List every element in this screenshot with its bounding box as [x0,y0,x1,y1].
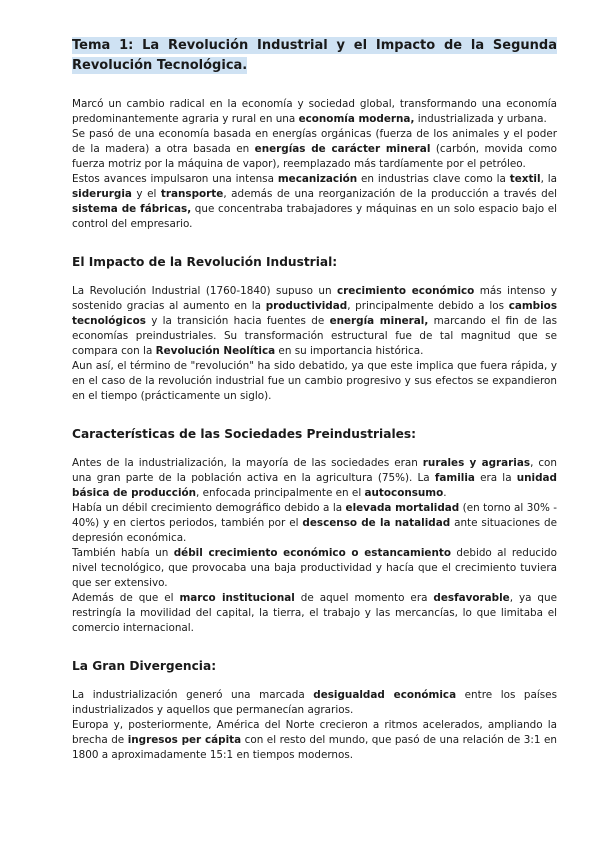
text-run: con el resto del mundo, que pasó de una relación de 3:1 en 1800 a aproximadamente 15:1 en tiempos modernos. [72,734,557,761]
bold-term: economía moderna, [298,113,415,125]
text-run: Aun así, el término de "revolución" ha sido debatido, ya que este implica que fuera rápida, y en el caso de la revolución industrial fue un cambio progresivo y sus efectos se expandieron en el tiempo (prácticamente un siglo). [72,360,557,402]
bold-term: desigualdad económica [313,689,457,701]
text-run: Además de que el [72,592,180,604]
text-run: de aquel momento era [294,592,434,604]
text-run: , principalmente debido a los [347,300,509,312]
intro-paragraph [72,97,557,127]
document-page [72,36,557,763]
text-run: Estos avances impulsaron una intensa [72,173,278,185]
bold-term: rurales y agrarias [422,457,531,469]
text-run: También había un [72,547,174,559]
text-run: marcando el fin de las economías preindustriales. Su transformación estructural fue de tal magnitud que se compara con la [72,315,557,357]
section-paragraph [72,718,557,763]
bold-term: desfavorable [433,592,510,604]
text-run: Antes de la industrialización, la mayoría de las sociedades eran [72,457,423,469]
section-paragraph [72,501,557,546]
section-heading: El Impacto de la Revolución Industrial: [72,255,338,269]
text-run: entre los países industrializados y aquellos que permanecían agrarios. [72,689,557,716]
section-paragraph [72,688,557,718]
section-heading: La Gran Divergencia: [72,659,217,673]
section-caracteristicas [72,426,557,636]
text-run: y el [131,188,161,200]
text-run: que concentraba trabajadores y máquinas en un solo espacio bajo el control del empresario. [72,203,558,230]
intro-paragraph [72,172,557,232]
bold-term: transporte [160,188,224,200]
text-run: La Revolución Industrial (1760-1840) supuso un [72,285,338,297]
text-run: en su importancia histórica. [275,345,424,357]
text-run: Había un débil crecimiento demográfico debido a la [72,502,346,514]
bold-term: familia [434,472,475,484]
text-run: , enfocada principalmente en el [196,487,365,499]
text-run: (en torno al 30% - 40%) y en ciertos periodos, también por el [72,502,557,529]
text-run: era la [474,472,517,484]
text-run: y la transición hacia fuentes de [145,315,330,327]
text-run: Europa y, posteriormente, América del Norte crecieron a ritmos acelerados, ampliando la brecha de [72,719,557,746]
section-paragraph [72,456,557,501]
bold-term: marco institucional [179,592,295,604]
section-paragraph [72,591,557,636]
bold-term: productividad [265,300,348,312]
section-paragraph [72,359,557,404]
bold-term: siderurgia [72,188,132,200]
intro-paragraph [72,127,557,172]
document-title [72,36,557,76]
text-run: debido al reducido nivel tecnológico, que provocaba una baja productividad y hacía que el crecimiento tuviera que ser extensivo. [72,547,557,589]
bold-term: sistema de fábricas, [72,203,192,215]
bold-term: mecanización [277,173,358,185]
bold-term: energía mineral, [329,315,429,327]
bold-term: Revolución Neolítica [155,345,276,357]
bold-term: descenso de la natalidad [302,517,451,529]
text-run: , además de una reorganización de la producción a través del [223,188,557,200]
bold-term: autoconsumo [364,487,444,499]
document-title-text: Tema 1: La Revolución Industrial y el Impacto de la Segunda Revolución Tecnológica. [72,38,557,73]
text-run: ante situaciones de depresión económica. [72,517,558,544]
text-run: , la [540,173,557,185]
text-run: industrializada y urbana. [414,113,547,125]
section-heading: Características de las Sociedades Preindustriales: [72,427,417,441]
bold-term: unidad básica de producción [72,472,557,499]
bold-term: cambios tecnológicos [72,300,558,327]
section-gran-divergencia [72,658,557,763]
text-run: , con una gran parte de la población activa en la agricultura (75%). La [72,457,557,484]
bold-term: textil [509,173,541,185]
text-run: La industrialización generó una marcada [72,689,314,701]
text-run: , ya que restringía la movilidad del capital, la tierra, el trabajo y las mercancías, lo que limitaba el comercio internacional. [72,592,558,634]
bold-term: energías de carácter mineral [254,143,431,155]
text-run: (carbón, movida como fuerza motriz por la máquina de vapor), reemplazado más tardíamente por el petróleo. [72,143,558,170]
intro-block [72,97,557,232]
section-paragraph [72,546,557,591]
text-run: . [443,487,447,499]
text-run: más intenso y sostenido gracias al aumento en la [72,285,557,312]
text-run: Se pasó de una economía basada en energías orgánicas (fuerza de los animales y el poder de la madera) a otra basada en [72,128,557,155]
text-run: en industrias clave como la [357,173,510,185]
text-run: Marcó un cambio radical en la economía y sociedad global, transformando una economía predominantemente agraria y rural en una [72,98,557,125]
bold-term: crecimiento económico [337,285,475,297]
section-paragraph [72,284,557,359]
bold-term: elevada mortalidad [345,502,460,514]
bold-term: débil crecimiento económico o estancamiento [173,547,451,559]
section-impacto [72,254,557,404]
bold-term: ingresos per cápita [127,734,242,746]
